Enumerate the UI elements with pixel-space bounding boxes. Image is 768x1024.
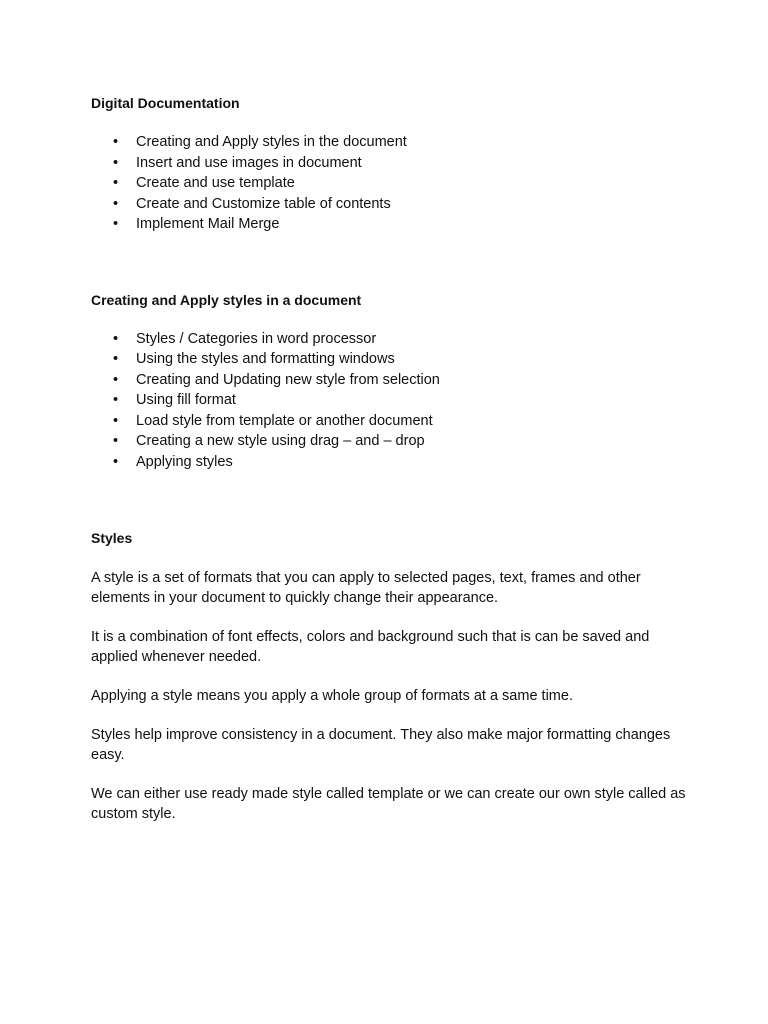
bullet-icon: • bbox=[113, 351, 119, 367]
bullet-icon: • bbox=[113, 216, 119, 232]
section-digital-documentation bbox=[91, 94, 691, 235]
bullet-icon: • bbox=[113, 330, 119, 347]
section-heading: Creating and Apply styles in a document bbox=[91, 291, 362, 308]
list-item-text: Styles / Categories in word processor bbox=[136, 330, 377, 347]
list-item bbox=[91, 329, 691, 350]
list-item-text: Creating a new style using drag – and – drop bbox=[136, 433, 425, 449]
bullet-icon: • bbox=[113, 433, 119, 449]
paragraph: It is a combination of font effects, colors and background such that is can be saved and applied whenever needed. bbox=[91, 629, 650, 665]
bullet-list bbox=[91, 132, 691, 235]
bullet-icon: • bbox=[113, 154, 119, 171]
list-item bbox=[91, 194, 691, 215]
list-item-text: Insert and use images in document bbox=[136, 154, 362, 171]
list-item-text: Create and Customize table of contents bbox=[136, 195, 391, 212]
list-item-text: Creating and Updating new style from selection bbox=[136, 371, 440, 388]
bullet-icon: • bbox=[113, 195, 119, 212]
bullet-icon: • bbox=[113, 175, 119, 191]
list-item bbox=[91, 173, 691, 194]
section-styles bbox=[91, 529, 691, 824]
paragraph: Styles help improve consistency in a document. They also make major formatting changes easy. bbox=[91, 727, 671, 763]
list-item bbox=[91, 431, 691, 452]
document-body bbox=[91, 94, 691, 824]
list-item-text: Load style from template or another document bbox=[136, 412, 433, 429]
list-item bbox=[91, 411, 691, 432]
list-item bbox=[91, 390, 691, 411]
list-item bbox=[91, 153, 691, 174]
paragraph: We can either use ready made style called template or we can create our own style called as custom style. bbox=[91, 786, 686, 822]
paragraph: Applying a style means you apply a whole group of formats at a same time. bbox=[91, 688, 573, 704]
list-item bbox=[91, 132, 691, 153]
list-item bbox=[91, 452, 691, 473]
list-item-text: Implement Mail Merge bbox=[136, 216, 280, 232]
list-item bbox=[91, 370, 691, 391]
list-item-text: Using fill format bbox=[136, 392, 236, 408]
bullet-icon: • bbox=[113, 453, 119, 470]
bullet-list bbox=[91, 329, 691, 473]
list-item-text: Create and use template bbox=[136, 175, 295, 191]
section-heading: Digital Documentation bbox=[91, 95, 240, 111]
list-item-text: Applying styles bbox=[136, 453, 233, 470]
bullet-icon: • bbox=[113, 412, 119, 429]
section-creating-applying-styles bbox=[91, 291, 691, 473]
bullet-icon: • bbox=[113, 392, 119, 408]
paragraph: A style is a set of formats that you can apply to selected pages, text, frames and other elements in your document to quickly change their appearance. bbox=[91, 570, 641, 606]
bullet-icon: • bbox=[113, 134, 119, 150]
list-item-text: Creating and Apply styles in the document bbox=[136, 134, 407, 150]
section-heading: Styles bbox=[91, 530, 133, 546]
bullet-icon: • bbox=[113, 371, 119, 388]
list-item bbox=[91, 349, 691, 370]
list-item-text: Using the styles and formatting windows bbox=[136, 351, 395, 367]
list-item bbox=[91, 214, 691, 235]
